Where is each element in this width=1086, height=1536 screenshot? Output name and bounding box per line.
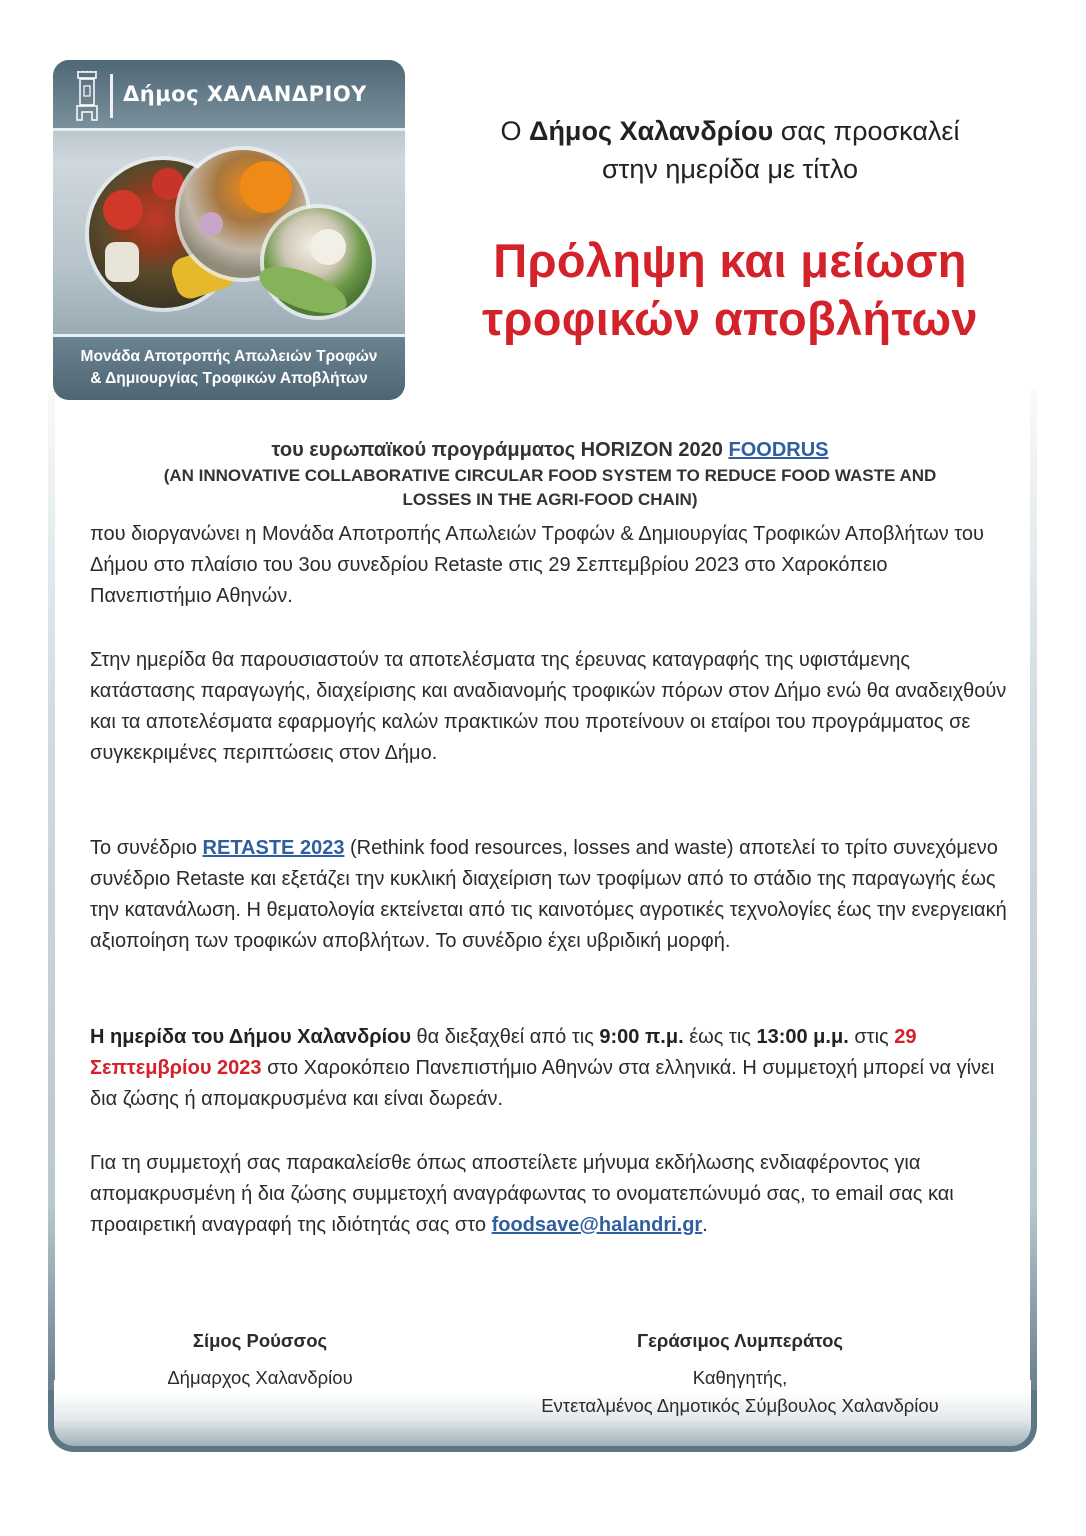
paragraph-schedule	[90, 1022, 1010, 1115]
invitation-line1-suffix: σας προσκαλεί	[773, 116, 960, 146]
schedule-text1: θα διεξαχθεί από τις	[411, 1026, 600, 1048]
program-subtitle-line1: (AN INNOVATIVE COLLABORATIVE CIRCULAR FOOD SYSTEM TO REDUCE FOOD WASTE AND	[163, 466, 937, 485]
retaste-link[interactable]: RETASTE 2023	[202, 837, 345, 859]
event-title-line2: τροφικών αποβλήτων	[482, 292, 978, 345]
event-title	[420, 232, 1040, 348]
event-date: 29 Σεπτεμβρίου 2023	[90, 1026, 917, 1079]
paragraph-organizer: που διοργανώνει η Μονάδα Αποτροπής Απωλειών Τροφών & Δημιουργίας Τροφικών Αποβλήτων του Δήμου στο πλαίσιο του 3ου συνεδρίου Retaste στις 29 Σεπτεμβρίου 2023 στο Χαροκόπειο Πανεπιστήμιο Αθηνών.	[90, 523, 984, 607]
signature-role-line1: Καθηγητής,	[692, 1367, 788, 1388]
retaste-text: (Rethink food resources, losses and waste) αποτελεί το τρίτο συνεχόμενο συνέδριο Retaste και εξετάζει την κυκλική διαχείριση των τροφίμων από το στάδιο της παραγωγής έως την κατανάλωση. Η θεματολογία εκτείνεται από τις καινοτόμες αγροτικές τεχνολογίες έως την ενεργειακή αξιοποίηση των τροφικών αποβλήτων. Το συνέδριο έχει υβριδική μορφή.	[90, 837, 1007, 952]
frame-left-border	[48, 390, 55, 1410]
signature-name: Γεράσιμος Λυμπεράτος	[636, 1330, 844, 1351]
retaste-prefix: Το συνέδριο	[90, 837, 203, 859]
signature-role: Δήμαρχος Χαλανδρίου	[167, 1367, 353, 1388]
signature-mayor	[110, 1330, 410, 1392]
paragraph-results: Στην ημερίδα θα παρουσιαστούν τα αποτελέσματα της έρευνας καταγραφής της υφιστάμενης κατάστασης παραγωγής, διαχείρισης και αναδιανομής τροφικών πόρων στον Δήμο ενώ θα αναδειχθούν και τα αποτελέσματα εφαρμογής καλών πρακτικών που προτείνουν οι εταίροι του προγράμματος σε συγκεκριμένες περιπτώσεις στον Δήμο.	[90, 649, 1007, 764]
logo-header	[53, 60, 405, 131]
logo-unit-line2: & Δημιουργίας Τροφικών Αποβλήτων	[90, 370, 368, 387]
signature-name: Σίμος Ρούσσος	[192, 1330, 328, 1351]
schedule-text2: έως τις	[683, 1026, 757, 1048]
logo-unit-line1: Μονάδα Αποτροπής Απωλειών Τροφών	[80, 348, 378, 365]
email-link[interactable]: foodsave@halandri.gr	[491, 1214, 703, 1236]
logo-separator	[110, 74, 113, 118]
event-title-line1: Πρόληψη και μείωση	[493, 234, 967, 287]
invitation-prefix: Ο	[500, 116, 530, 146]
registration-text: Για τη συμμετοχή σας παρακαλείσθε όπως αποστείλετε μήνυμα εκδήλωσης ενδιαφέροντος για απομακρυσμένη ή δια ζώσης συμμετοχή αναγράφωντας το ονοματεπώνυμό σας, το email σας και προαιρετική αναγραφή της ιδιότητάς σας στο	[90, 1152, 954, 1236]
invitation-host: Δήμος Χαλανδρίου	[529, 116, 774, 146]
invitation-line2: στην ημερίδα με τίτλο	[602, 154, 858, 184]
signature-councillor	[500, 1330, 980, 1420]
food-waste-circles-photo	[53, 132, 405, 332]
schedule-host: Η ημερίδα του Δήμου Χαλανδρίου	[90, 1026, 411, 1048]
program-subtitle-line2: LOSSES IN THE AGRI-FOOD CHAIN)	[402, 490, 698, 509]
paragraph-retaste	[90, 833, 1010, 957]
signature-role-line2: Εντεταλμένος Δημοτικός Σύμβουλος Χαλανδρίου	[541, 1395, 939, 1416]
invitation-text	[420, 112, 1040, 188]
paragraph-registration	[90, 1148, 1010, 1241]
registration-end: .	[702, 1214, 708, 1236]
program-prefix: του ευρωπαϊκού προγράμματος HORIZON 2020	[271, 439, 729, 461]
municipality-name: Δήμος ΧΑΛΑΝΔΡΙΟΥ	[123, 82, 367, 106]
municipality-logo	[53, 60, 405, 400]
program-heading	[90, 436, 1010, 512]
tower-emblem-icon	[75, 70, 99, 122]
schedule-text3: στις	[848, 1026, 895, 1048]
start-time: 9:00 π.μ.	[599, 1026, 684, 1048]
end-time: 13:00 μ.μ.	[756, 1026, 849, 1048]
program-line	[90, 436, 1010, 464]
logo-unit-name	[53, 334, 405, 400]
invitation-line1	[420, 112, 1040, 150]
frame-right-border	[1030, 390, 1037, 1410]
foodrus-link[interactable]: FOODRUS	[728, 439, 829, 461]
schedule-text4: στο Χαροκόπειο Πανεπιστήμιο Αθηνών στα ελληνικά. Η συμμετοχή μπορεί να γίνει δια ζώσης ή απομακρυσμένα και είναι δωρεάν.	[90, 1057, 995, 1110]
